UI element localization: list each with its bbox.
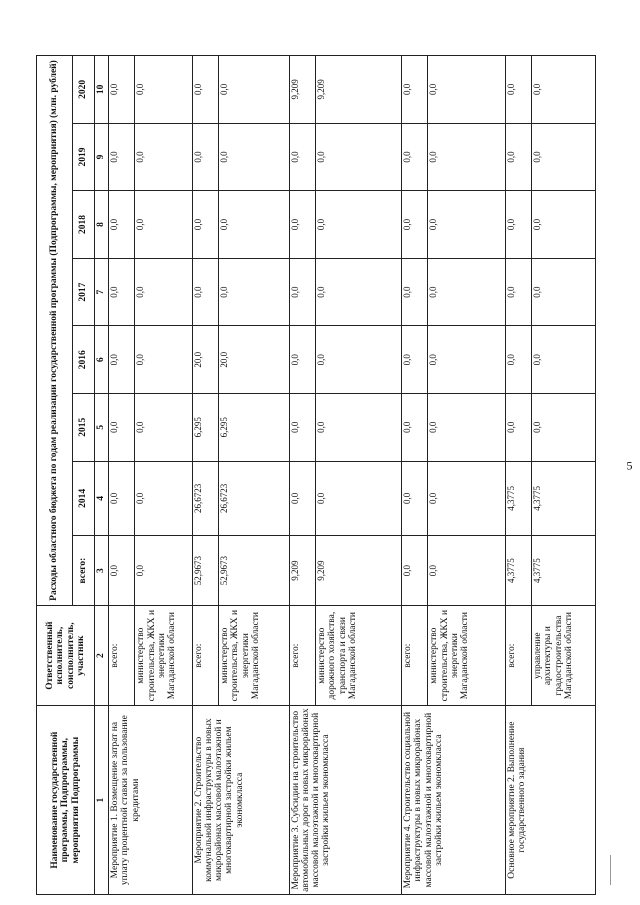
executor-cell: всего: <box>505 606 531 706</box>
value-cell: 0,0 <box>289 123 315 191</box>
value-cell: 0,0 <box>505 56 531 124</box>
activity-name: Мероприятие 2. Строительство коммунальной инфраструктуры в новых микрорайонах массовой малоэтажной и многоквартирной застройки жильем экономкласса <box>192 706 289 895</box>
value-cell: 0,0 <box>135 326 192 394</box>
activity-name: Мероприятие 4. Строительство социальной инфраструктуры в новых микрорайонах массовой малоэтажной и многоквартирной застройки жильем экономкласса <box>402 706 506 895</box>
value-cell: 0,0 <box>192 56 218 124</box>
value-cell: 0,0 <box>219 123 290 191</box>
value-cell: 0,0 <box>289 191 315 259</box>
value-cell: 0,0 <box>135 56 192 124</box>
col-number: 1 <box>95 706 109 895</box>
value-cell: 0,0 <box>109 123 135 191</box>
value-cell: 4,3775 <box>505 461 531 536</box>
executor-cell: всего: <box>109 606 135 706</box>
value-cell: 0,0 <box>402 326 428 394</box>
value-cell: 9,209 <box>289 536 315 606</box>
value-cell: 0,0 <box>428 123 505 191</box>
executor-cell: всего: <box>289 606 315 706</box>
budget-table <box>36 55 596 895</box>
value-cell: 0,0 <box>109 191 135 259</box>
value-cell: 0,0 <box>402 258 428 326</box>
header-name: Наименование государственной программы, Подпрограммы, мероприятия Подпрограммы <box>37 706 95 895</box>
col-number: 7 <box>95 258 109 326</box>
value-cell: 0,0 <box>428 191 505 259</box>
value-cell: 0,0 <box>532 326 596 394</box>
scan-mark <box>610 855 611 885</box>
year-header: 2020 <box>73 56 95 124</box>
value-cell: 0,0 <box>316 393 402 461</box>
value-cell: 0,0 <box>289 393 315 461</box>
value-cell: 0,0 <box>135 461 192 536</box>
value-cell: 0,0 <box>219 258 290 326</box>
executor-cell: всего: <box>192 606 218 706</box>
value-cell: 0,0 <box>428 258 505 326</box>
value-cell: 9,209 <box>316 56 402 124</box>
value-cell: 0,0 <box>135 191 192 259</box>
col-number: 9 <box>95 123 109 191</box>
value-cell: 6,295 <box>219 393 290 461</box>
header-expenses: Расходы областного бюджета по годам реализации государственной программы (Подпрограммы, мероприятия) (млн. рублей) <box>37 56 73 606</box>
col-number: 10 <box>95 56 109 124</box>
value-cell: 0,0 <box>316 258 402 326</box>
value-cell: 0,0 <box>532 258 596 326</box>
executor-cell: всего: <box>402 606 428 706</box>
value-cell: 0,0 <box>109 536 135 606</box>
value-cell: 0,0 <box>532 56 596 124</box>
executor-cell: министерство строительства, ЖКХ и энергетики Магаданской области <box>219 606 290 706</box>
col-number: 8 <box>95 191 109 259</box>
value-cell: 0,0 <box>402 461 428 536</box>
value-cell: 0,0 <box>135 123 192 191</box>
executor-cell: министерство дорожного хозяйства, транспорта и связи Магаданской области <box>316 606 402 706</box>
value-cell: 0,0 <box>532 191 596 259</box>
executor-cell: управление архитектуры и градостроительства Магаданской области <box>532 606 596 706</box>
col-number: 6 <box>95 326 109 394</box>
value-cell: 0,0 <box>505 326 531 394</box>
table-row <box>109 56 135 895</box>
value-cell: 0,0 <box>428 56 505 124</box>
value-cell: 52,9673 <box>192 536 218 606</box>
value-cell: 0,0 <box>192 258 218 326</box>
value-cell: 0,0 <box>505 393 531 461</box>
value-cell: 0,0 <box>428 461 505 536</box>
value-cell: 0,0 <box>109 258 135 326</box>
value-cell: 0,0 <box>135 258 192 326</box>
table-body <box>109 56 596 895</box>
value-cell: 0,0 <box>402 191 428 259</box>
value-cell: 0,0 <box>109 326 135 394</box>
value-cell: 0,0 <box>109 393 135 461</box>
value-cell: 0,0 <box>192 123 218 191</box>
executor-cell: министерство строительства, ЖКХ и энергетики Магаданской области <box>135 606 192 706</box>
year-header: 2017 <box>73 258 95 326</box>
value-cell: 0,0 <box>402 393 428 461</box>
col-number: 5 <box>95 393 109 461</box>
value-cell: 0,0 <box>109 461 135 536</box>
table-row <box>289 56 315 895</box>
value-cell: 0,0 <box>135 393 192 461</box>
value-cell: 0,0 <box>428 326 505 394</box>
value-cell: 0,0 <box>428 536 505 606</box>
value-cell: 9,209 <box>316 536 402 606</box>
activity-name: Основное мероприятие 2. Выполнение государственного задания <box>505 706 595 895</box>
value-cell: 0,0 <box>289 258 315 326</box>
value-cell: 0,0 <box>219 191 290 259</box>
year-header: 2018 <box>73 191 95 259</box>
value-cell: 4,3775 <box>532 461 596 536</box>
value-cell: 26,6723 <box>192 461 218 536</box>
value-cell: 0,0 <box>428 393 505 461</box>
value-cell: 0,0 <box>316 461 402 536</box>
page-number: 5 <box>626 458 633 473</box>
col-number: 4 <box>95 461 109 536</box>
year-header: 2014 <box>73 461 95 536</box>
value-cell: 52,9673 <box>219 536 290 606</box>
value-cell: 0,0 <box>402 56 428 124</box>
value-cell: 6,295 <box>192 393 218 461</box>
value-cell: 0,0 <box>402 123 428 191</box>
value-cell: 0,0 <box>402 536 428 606</box>
value-cell: 0,0 <box>505 191 531 259</box>
value-cell: 0,0 <box>532 393 596 461</box>
value-cell: 9,209 <box>289 56 315 124</box>
value-cell: 20,0 <box>219 326 290 394</box>
year-header: 2016 <box>73 326 95 394</box>
executor-cell: министерство строительства, ЖКХ и энергетики Магаданской области <box>428 606 505 706</box>
value-cell: 0,0 <box>505 123 531 191</box>
value-cell: 0,0 <box>109 56 135 124</box>
value-cell: 0,0 <box>289 326 315 394</box>
col-number: 3 <box>95 536 109 606</box>
year-header: 2015 <box>73 393 95 461</box>
table-row <box>402 56 428 895</box>
value-cell: 26,6723 <box>219 461 290 536</box>
activity-name: Мероприятие 3. Субсидии на строительство автомобильных дорог в новых микрорайонах массовой малоэтажной и многоквартирной застройки жильем экономкласса <box>289 706 401 895</box>
value-cell: 0,0 <box>505 258 531 326</box>
table-row <box>505 56 531 895</box>
value-cell: 0,0 <box>219 56 290 124</box>
activity-name: Мероприятие 1. Возмещение затрат на уплату процентной ставки за пользование кредитами <box>109 706 193 895</box>
header-executor: Ответственный исполнитель, соисполнитель, участник <box>37 606 95 706</box>
value-cell: 0,0 <box>316 191 402 259</box>
value-cell: 4,3775 <box>505 536 531 606</box>
col-number: 2 <box>95 606 109 706</box>
value-cell: 0,0 <box>192 191 218 259</box>
value-cell: 0,0 <box>532 123 596 191</box>
table-row <box>192 56 218 895</box>
year-header: всего: <box>73 536 95 606</box>
value-cell: 0,0 <box>289 461 315 536</box>
value-cell: 20,0 <box>192 326 218 394</box>
value-cell: 4,3775 <box>532 536 596 606</box>
value-cell: 0,0 <box>316 123 402 191</box>
year-header: 2019 <box>73 123 95 191</box>
value-cell: 0,0 <box>316 326 402 394</box>
value-cell: 0,0 <box>135 536 192 606</box>
